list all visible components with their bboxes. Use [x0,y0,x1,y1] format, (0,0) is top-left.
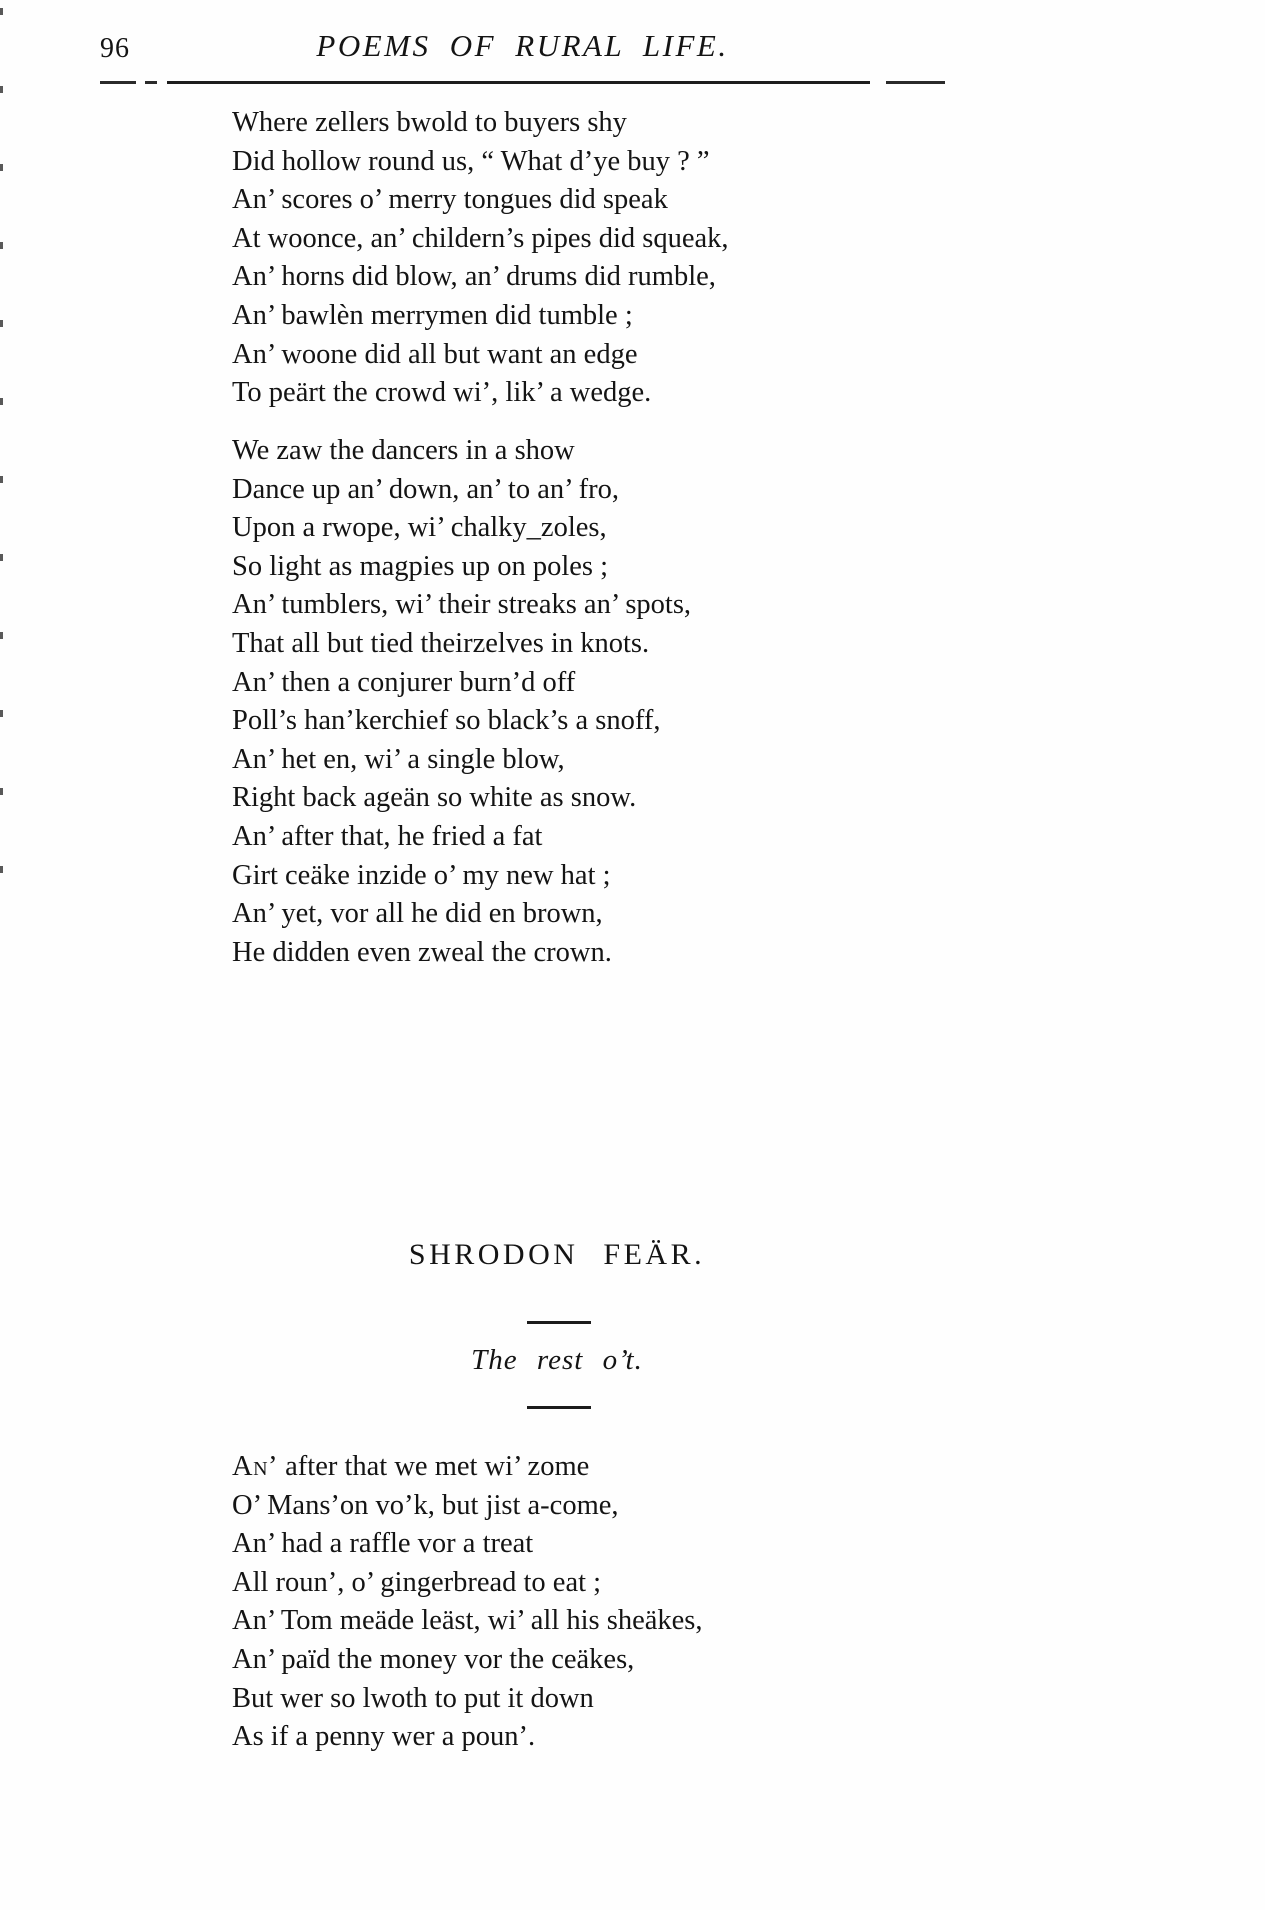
poem-line: Upon a rwope, wi’ chalky_zoles, [232,512,607,544]
section-heading: SHRODON FEÄR. [408,1238,706,1271]
section-subtitle: The rest o’t. [471,1344,643,1376]
poem-line: An’ scores o’ merry tongues did speak [232,184,668,216]
small-caps-lead: An’ [232,1451,279,1482]
section-rule [527,1406,591,1409]
poem-line: That all but tied theirzelves in knots. [232,627,650,659]
poem-line: To peärt the crowd wi’, lik’ a wedge. [232,377,652,409]
poem-line-rest: after that we met wi’ zome [278,1451,590,1482]
poem-line: All roun’, o’ gingerbread to eat ; [232,1566,602,1598]
header-rule [100,81,945,84]
poem-line: Dance up an’ down, an’ to an’ fro, [232,473,619,505]
running-title: POEMS OF RURAL LIFE. [316,28,729,63]
poem-line: An’ horns did blow, an’ drums did rumble, [232,261,716,293]
poem-line: An’ het en, wi’ a single blow, [232,743,565,775]
poem-line: An’ païd the money vor the ceäkes, [232,1643,635,1675]
poem-line: Right back ageän so white as snow. [232,782,637,814]
poem-line: An’ had a raffle vor a treat [232,1528,534,1560]
poem-line: An’ after that, he fried a fat [232,820,543,852]
poem-line: An’ Tom meäde leäst, wi’ all his sheäkes, [232,1605,703,1637]
poem-line: Did hollow round us, “ What d’ye buy ? ” [232,145,710,177]
page-header [100,28,945,64]
page-number: 96 [100,33,130,64]
poem-line: Girt ceäke inzide o’ my new hat ; [232,859,611,891]
section-rule [527,1321,591,1324]
poem-line: So light as magpies up on poles ; [232,550,609,582]
poem-line: An’ yet, vor all he did en brown, [232,898,603,930]
poem-stanza-2 [232,432,1012,972]
poem-line: We zaw the dancers in a show [232,435,575,466]
poem-line: But wer so lwoth to put it down [232,1682,594,1714]
poem-line [232,1448,1012,1487]
poem-line: An’ then a conjurer burn’d off [232,666,576,698]
poem-line: O’ Mans’on vo’k, but jist a-come, [232,1489,619,1521]
poem-line: As if a penny wer a poun’. [232,1721,536,1753]
poem-line: Where zellers bwold to buyers shy [232,107,627,138]
poem-line: Poll’s han’kerchief so black’s a snoff, [232,705,661,737]
scan-edge-artifact [0,8,3,933]
poem-stanza-1 [232,104,1012,413]
poem-stanza-3 [232,1448,1012,1757]
poem-line: An’ bawlèn merrymen did tumble ; [232,299,633,331]
poem-line: He didden even zweal the crown. [232,936,612,968]
poem-line: At woonce, an’ childern’s pipes did squeak, [232,222,729,254]
poem-line: An’ woone did all but want an edge [232,338,638,370]
poem-line: An’ tumblers, wi’ their streaks an’ spots, [232,589,692,621]
